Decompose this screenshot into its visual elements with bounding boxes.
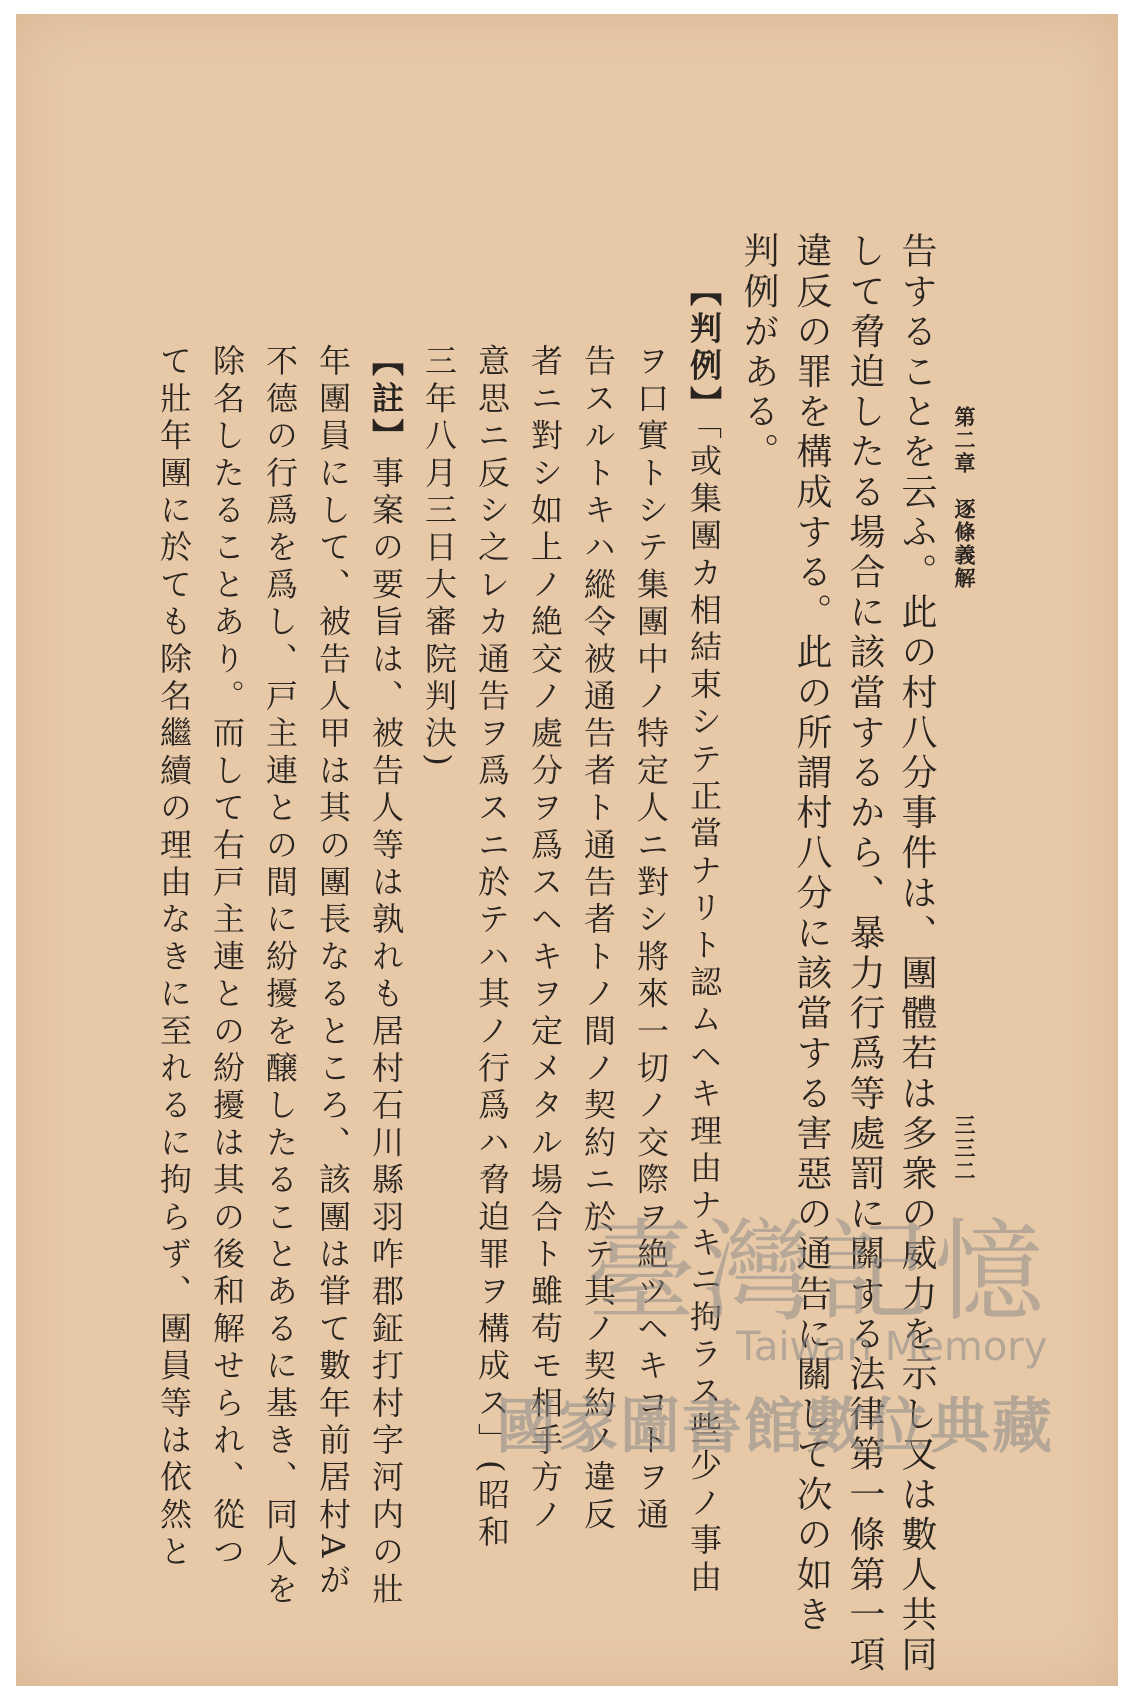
note-tag: 【註】	[367, 344, 405, 456]
watermark	[496, 1184, 1054, 1462]
text-column-2: して脅迫したる場合に該當するから、暴力行爲等處罰に關する法律第一條第一項	[844, 232, 885, 1676]
note-column-5: て壯年團に於ても除名繼續の理由なきに至れるに拘らず、團員等は依然と	[155, 344, 193, 1572]
judgment-text-1: 「或集團カ相結束シテ正當ナリト認ムヘキ理由ナキニ拘ラス些少ノ事由	[685, 422, 723, 1598]
watermark-english: Taiwan Memory	[736, 1324, 1048, 1370]
chapter-header: 第二章 逐條義解	[952, 406, 977, 590]
judgment-column-3: 告スルトキハ縱令被通告者ト通告者トノ間ノ契約ニ於テ其ノ契約ノ違反	[579, 344, 617, 1535]
watermark-brush-text: 臺灣記憶	[586, 1208, 1050, 1336]
note-column-1	[367, 344, 405, 1609]
judgment-column-4: 者ニ對シ如上ノ絶交ノ處分ヲ爲スヘキヲ定メタル場合ト雖苟モ相手方ノ	[526, 344, 564, 1535]
watermark-chinese: 國家圖書館數位典藏	[496, 1392, 1054, 1462]
judgment-column-2: ヲ口實トシテ集團中ノ特定人ニ對シ將來一切ノ交際ヲ絶ツヘキコトヲ通	[632, 344, 670, 1535]
note-column-2: 年團員にして、被告人甲は其の團長なるところ、該團は甞て數年前居村Aが	[314, 344, 352, 1600]
note-text-1: 事案の要旨は、被告人等は孰れも居村石川縣羽咋郡鉦打村字河内の壯	[367, 455, 405, 1609]
note-column-3: 不德の行爲を爲し、戸主連との間に紛擾を醸したることあるに基き、同人を	[261, 344, 299, 1609]
text-column-4: 判例がある。	[738, 232, 779, 473]
text-column-1: 告することを云ふ。此の村八分事件は、團體若は多衆の威力を示し又は數人共同	[896, 232, 937, 1676]
judgment-tag: 【判例】	[685, 274, 723, 423]
text-column-3: 違反の罪を構成する。此の所謂村八分に該當する害惡の通告に關して次の如き	[791, 232, 832, 1636]
judgment-column-6: 三年八月三日大審院判決)	[420, 344, 458, 771]
page-number: 三三二	[952, 1114, 977, 1183]
book-page	[16, 14, 1118, 1686]
judgment-column-5: 意思ニ反シ之レカ通告ヲ爲スニ於テハ其ノ行爲ハ脅迫罪ヲ構成ス」(昭和	[473, 344, 511, 1553]
note-column-4: 除名したることあり。而して右戸主連との紛擾は其の後和解せられ、從つ	[208, 344, 246, 1572]
